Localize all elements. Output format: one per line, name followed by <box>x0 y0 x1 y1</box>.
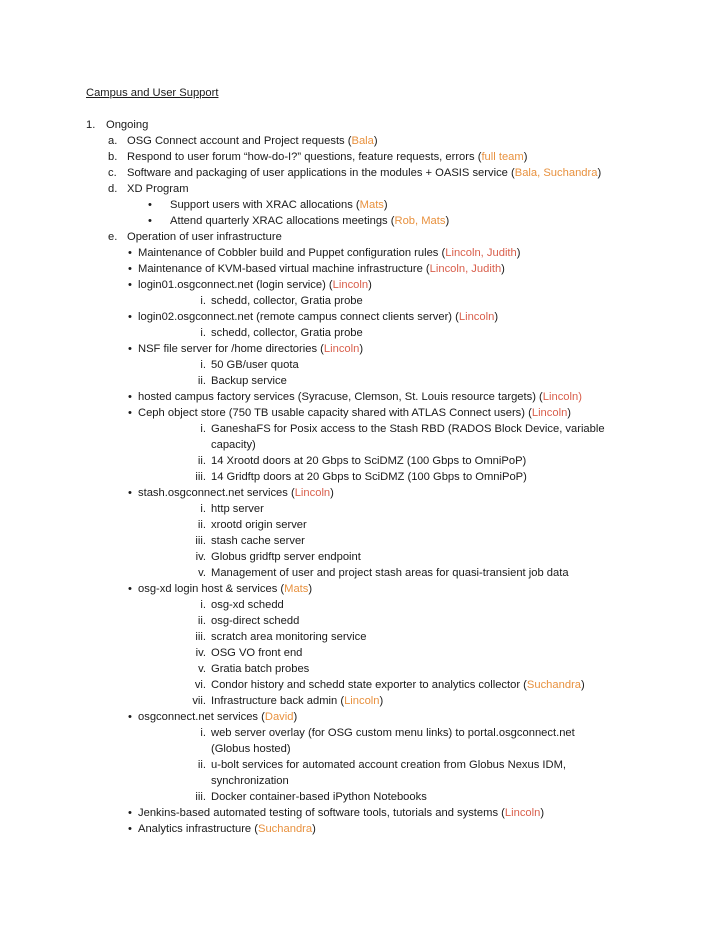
sub-item: iii. Docker container-based iPython Notebooks <box>195 791 427 803</box>
list-item: • osg-xd login host & services (Mats) <box>128 583 313 595</box>
sub-item: i. 50 GB/user quota <box>200 359 299 371</box>
sub-item-continuation: synchronization <box>211 775 289 787</box>
bullet-dot-icon: • <box>128 391 132 403</box>
assignee: Lincoln) <box>542 391 582 403</box>
bullet-dot-icon: • <box>128 263 132 275</box>
sub-item: i. GaneshaFS for Posix access to the Stash RBD (RADOS Block Device, variable <box>200 423 605 435</box>
sub-item-continuation: (Globus hosted) <box>211 743 291 755</box>
assignee: full team <box>481 151 524 163</box>
section-label: Ongoing <box>106 119 149 131</box>
sub-item: iv. OSG VO front end <box>195 647 303 659</box>
assignee: Bala, Suchandra <box>514 167 598 179</box>
bullet-dot-icon: • <box>128 247 132 259</box>
assignee: Bala <box>351 135 374 147</box>
assignee: Lincoln <box>458 311 495 323</box>
bullet-dot-icon: • <box>128 343 132 355</box>
assignee: David <box>264 711 294 723</box>
assignee: Mats <box>359 199 384 211</box>
sub-item: iii. stash cache server <box>195 535 305 547</box>
section-number: 1. <box>86 119 96 131</box>
assignee: Lincoln, Judith <box>429 263 502 275</box>
assignee: Lincoln <box>323 343 360 355</box>
list-item: • Ceph object store (750 TB usable capacity shared with ATLAS Connect users) (Lincoln) <box>128 407 572 419</box>
assignee: Suchandra <box>526 679 582 691</box>
assignee: Lincoln <box>504 807 541 819</box>
sub-item: ii. osg-direct schedd <box>197 615 300 627</box>
sub-item: ii. Backup service <box>197 375 287 387</box>
bullet-dot-icon: • <box>128 823 132 835</box>
bullet-dot-icon: • <box>148 215 152 227</box>
sub-item: iii. scratch area monitoring service <box>195 631 367 643</box>
list-item: • stash.osgconnect.net services (Lincoln) <box>128 487 334 499</box>
bullet-dot-icon: • <box>128 711 132 723</box>
assignee: Lincoln <box>332 279 369 291</box>
sub-item: i. http server <box>200 503 264 515</box>
sub-item: vii. Infrastructure back admin (Lincoln) <box>192 695 384 707</box>
list-item: • osgconnect.net services (David) <box>128 711 298 723</box>
list-item: b. Respond to user forum “how-do-I?” questions, feature requests, errors (full team) <box>108 151 528 163</box>
assignee: Mats <box>284 583 309 595</box>
list-item: d. XD Program <box>108 183 189 195</box>
assignee: Suchandra <box>258 823 313 835</box>
list-item: • login01.osgconnect.net (login service) (Lincoln) <box>128 279 372 291</box>
assignee: Lincoln <box>344 695 380 707</box>
list-item: • Jenkins-based automated testing of software tools, tutorials and systems (Lincoln) <box>128 807 545 819</box>
bullet-dot-icon: • <box>148 199 152 211</box>
sub-item: i. web server overlay (for OSG custom menu links) to portal.osgconnect.net <box>200 727 575 739</box>
list-item: • Analytics infrastructure (Suchandra) <box>128 823 316 835</box>
list-item: a. OSG Connect account and Project requests (Bala) <box>108 135 378 147</box>
sub-item: iii. 14 Gridftp doors at 20 Gbps to SciDMZ (100 Gbps to OmniPoP) <box>195 471 527 483</box>
list-item: • NSF file server for /home directories (Lincoln) <box>128 343 364 355</box>
list-item: • hosted campus factory services (Syracuse, Clemson, St. Louis resource targets) (Lincoln) <box>128 391 582 403</box>
sub-item: ii. xrootd origin server <box>197 519 307 531</box>
bullet-dot-icon: • <box>128 583 132 595</box>
assignee: Lincoln <box>294 487 331 499</box>
assignee: Lincoln, Judith <box>445 247 517 259</box>
list-item: • Support users with XRAC allocations (Mats) <box>148 199 388 211</box>
bullet-dot-icon: • <box>128 807 132 819</box>
document-title: Campus and User Support <box>86 87 219 99</box>
bullet-dot-icon: • <box>128 311 132 323</box>
sub-item-continuation: capacity) <box>211 439 256 451</box>
bullet-dot-icon: • <box>128 487 132 499</box>
sub-item: i. schedd, collector, Gratia probe <box>200 327 363 339</box>
assignee: Lincoln <box>531 407 568 419</box>
list-item: • Maintenance of KVM-based virtual machine infrastructure (Lincoln, Judith) <box>128 263 505 275</box>
sub-item: vi. Condor history and schedd state exporter to analytics collector (Suchandra) <box>194 679 585 691</box>
list-item: • Attend quarterly XRAC allocations meetings (Rob, Mats) <box>148 215 450 227</box>
list-item: • login02.osgconnect.net (remote campus connect clients server) (Lincoln) <box>128 311 499 323</box>
sub-item: iv. Globus gridftp server endpoint <box>195 551 361 563</box>
sub-item: ii. 14 Xrootd doors at 20 Gbps to SciDMZ (100 Gbps to OmniPoP) <box>197 455 527 467</box>
list-item: e. Operation of user infrastructure <box>108 231 282 243</box>
bullet-dot-icon: • <box>128 279 132 291</box>
list-item: c. Software and packaging of user applications in the modules + OASIS service (Bala, Suchandra) <box>108 167 602 179</box>
list-item: • Maintenance of Cobbler build and Puppet configuration rules (Lincoln, Judith) <box>128 247 521 259</box>
sub-item: v. Gratia batch probes <box>198 663 310 675</box>
sub-item: ii. u-bolt services for automated account creation from Globus Nexus IDM, <box>197 759 567 771</box>
bullet-dot-icon: • <box>128 407 132 419</box>
sub-item: i. osg-xd schedd <box>200 599 284 611</box>
sub-item: i. schedd, collector, Gratia probe <box>200 295 363 307</box>
sub-item: v. Management of user and project stash areas for quasi-transient job data <box>198 567 569 579</box>
assignee: Rob, Mats <box>394 215 446 227</box>
section-ongoing <box>86 117 148 133</box>
